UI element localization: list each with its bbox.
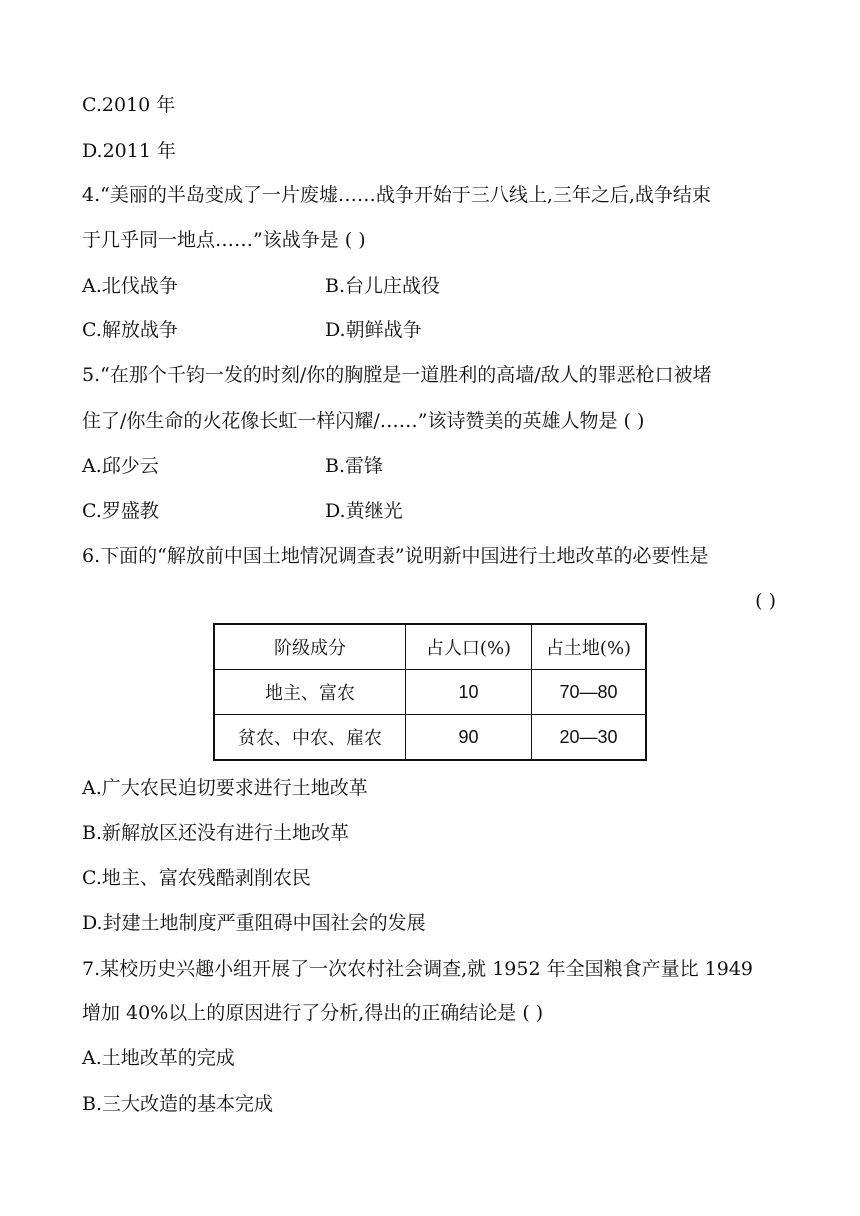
q7-option-b: B.三大改造的基本完成: [82, 1093, 274, 1115]
table-cell: 20—30: [532, 715, 647, 761]
q4-option-a: A.北伐战争: [82, 275, 178, 297]
q6-option-a: A.广大农民迫切要求进行土地改革: [82, 777, 368, 799]
q5-stem-line2: 住了/你生命的火花像长虹一样闪耀/……”该诗赞美的英雄人物是 ( ): [82, 410, 645, 432]
q7-stem-line1: 7.某校历史兴趣小组开展了一次农村社会调查,就 1952 年全国粮食产量比 1949: [82, 958, 753, 980]
q7-stem-line2: 增加 40%以上的原因进行了分析,得出的正确结论是 ( ): [82, 1002, 544, 1024]
table-row: [214, 670, 646, 715]
q4-stem-line2: 于几乎同一地点……”该战争是 ( ): [82, 229, 366, 251]
table-cell: 90: [406, 715, 532, 761]
table-row: [214, 715, 646, 761]
table-header-cell: 占土地(%): [532, 624, 647, 670]
q4-option-d: D.朝鲜战争: [325, 319, 422, 341]
q5-option-d: D.黄继光: [325, 500, 403, 522]
q6-answer-bracket: ( ): [755, 590, 776, 612]
table-header-cell: 占人口(%): [406, 624, 532, 670]
q4-option-c: C.解放战争: [82, 319, 178, 341]
q3-option-c: C.2010 年: [82, 94, 176, 116]
table-header-row: [214, 624, 646, 670]
q6-stem-line1: 6.下面的“解放前中国土地情况调查表”说明新中国进行土地改革的必要性是: [82, 545, 709, 567]
q5-option-c: C.罗盛教: [82, 500, 159, 522]
q3-option-d: D.2011 年: [82, 140, 176, 162]
q6-option-b: B.新解放区还没有进行土地改革: [82, 822, 350, 844]
table-cell: 70—80: [532, 670, 647, 715]
q6-option-d: D.封建土地制度严重阻碍中国社会的发展: [82, 912, 426, 934]
q6-option-c: C.地主、富农残酷剥削农民: [82, 867, 311, 889]
table-cell: 10: [406, 670, 532, 715]
q4-option-b: B.台儿庄战役: [325, 275, 441, 297]
q5-option-b: B.雷锋: [325, 455, 384, 477]
table-cell: 地主、富农: [214, 670, 406, 715]
q7-option-a: A.土地改革的完成: [82, 1047, 235, 1069]
q5-option-a: A.邱少云: [82, 455, 159, 477]
q5-stem-line1: 5.“在那个千钧一发的时刻/你的胸膛是一道胜利的高墙/敌人的罪恶枪口被堵: [82, 364, 712, 386]
table-cell: 贫农、中农、雇农: [214, 715, 406, 761]
table-header-cell: 阶级成分: [214, 624, 406, 670]
q4-stem-line1: 4.“美丽的半岛变成了一片废墟……战争开始于三八线上,三年之后,战争结束: [82, 184, 711, 206]
land-survey-table: [213, 623, 647, 761]
